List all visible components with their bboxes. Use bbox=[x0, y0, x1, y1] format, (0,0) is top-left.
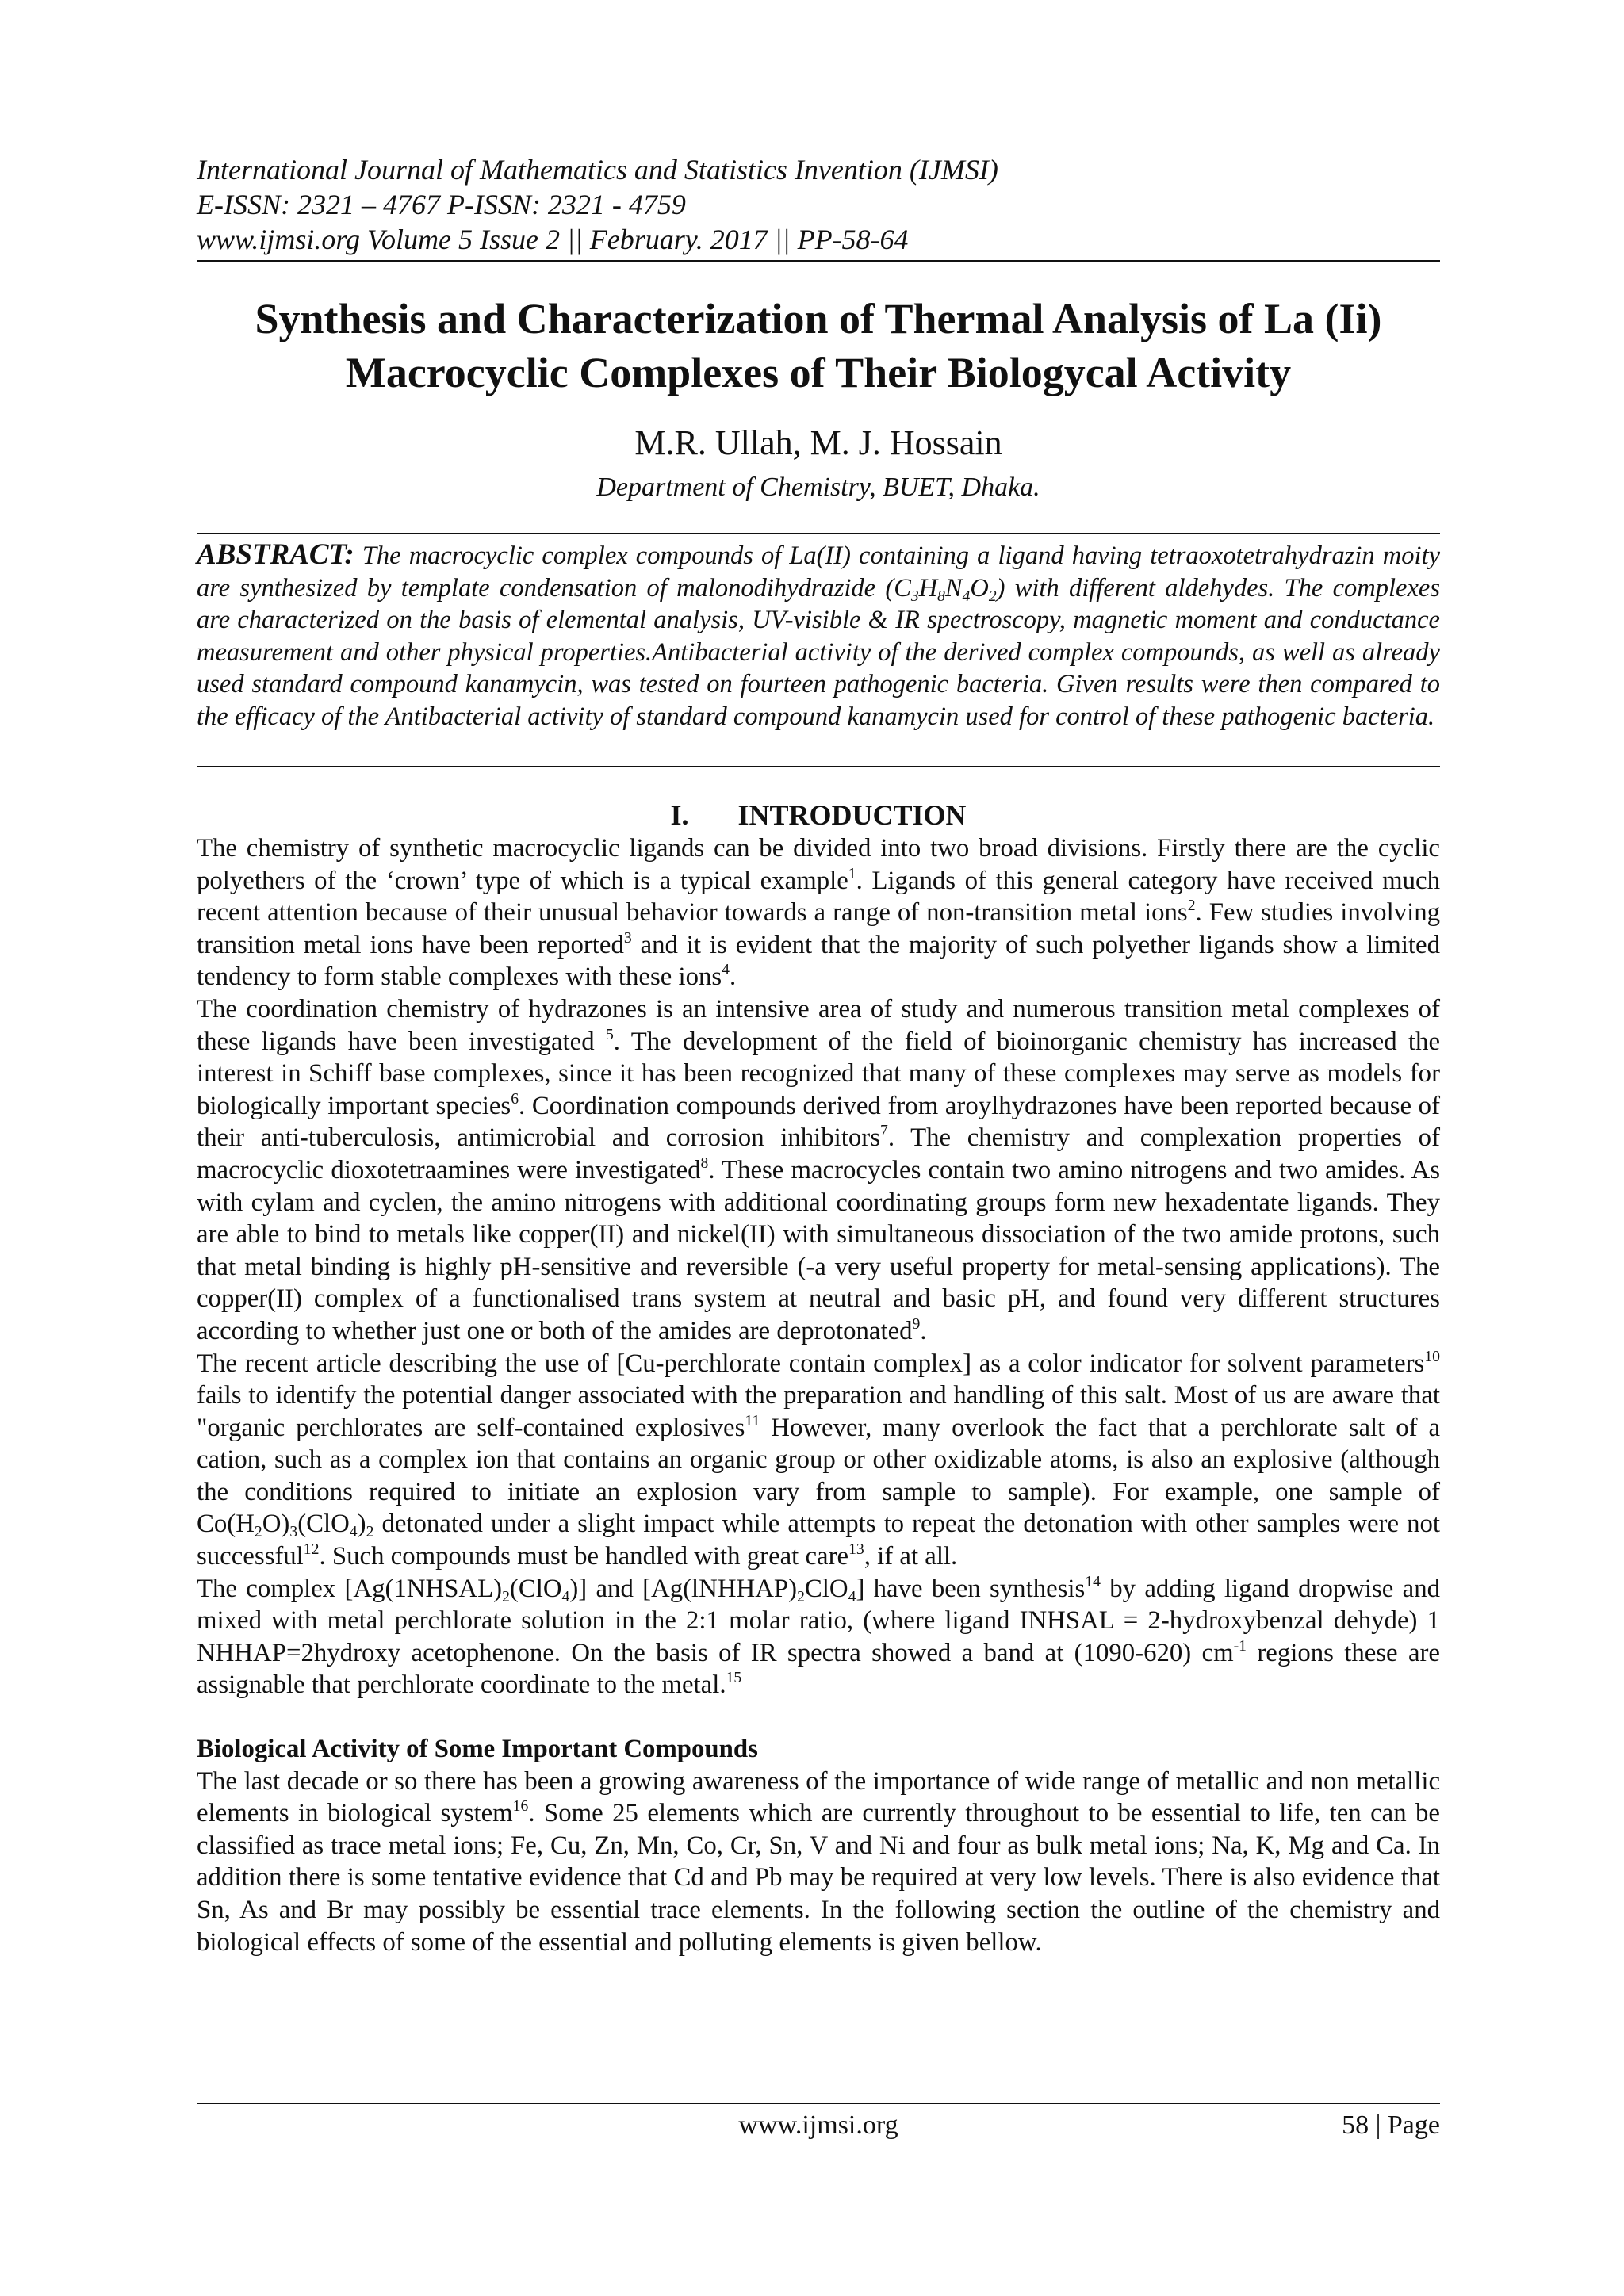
paragraph-1: The chemistry of synthetic macrocyclic ligands can be divided into two broad divisions. Firstly there are the cyclic polyethers of the ‘crown’ type of which is a typical example$^1$. Ligands of this general category have received much recent attention because of their unusual behavior towards a range of non-transition metal ions$^2$. Few studies involving transition metal ions have been reported$^3$ and it is evident that the majority of such polyether ligands show a limited tendency to form stable complexes with these ions$^4$. bbox=[197, 834, 1440, 992]
authors: M.R. Ullah, M. J. Hossain bbox=[634, 423, 1002, 462]
subsection-heading: Biological Activity of Some Important Compounds bbox=[197, 1735, 758, 1764]
paper-title bbox=[197, 292, 1440, 400]
abstract-top-rule bbox=[197, 533, 1440, 534]
journal-name: International Journal of Mathematics and Statistics Invention (IJMSI) bbox=[197, 154, 998, 186]
paragraph-2: The coordination chemistry of hydrazones is an intensive area of study and numerous transition metal complexes of these ligands have been investigated $^5$. The development of the field of bioinorganic chemistry has increased the interest in Schiff base complexes, since it has been recognized that many of these complexes may serve as models for biologically important species$^6$. Coordination compounds derived from aroylhydrazones have been reported because of their anti-tuberculosis, antimicrobial and corrosion inhibitors$^7$. The chemistry and complexation properties of macrocyclic dioxotetraamines were investigated$^8$. These macrocycles contain two amino nitrogens and two amides. As with cylam and cyclen, the amino nitrogens with additional coordinating groups form new hexadentate ligands. They are able to bind to metals like copper(II) and nickel(II) with simultaneous dissociation of the two amide protons, such that metal binding is highly pH-sensitive and reversible (-a very useful property for metal-sensing applications). The copper(II) complex of a functionalised trans system at neutral and basic pH, and found very different structures according to whether just one or both of the amides are deprotonated$^9$. bbox=[197, 994, 1440, 1345]
journal-issn: E-ISSN: 2321 – 4767 P-ISSN: 2321 - 4759 bbox=[197, 189, 686, 220]
section-gap bbox=[197, 1701, 1440, 1733]
journal-header bbox=[197, 152, 1440, 257]
paragraph-5: The last decade or so there has been a growing awareness of the importance of wide range of metallic and non metallic elements in biological system$^{16}$. Some 25 elements which are currently throughout to be essential to life, ten can be classified as trace metal ions; Fe, Cu, Zn, Mn, Co, Cr, Sn, V and Ni and four as bulk metal ions; Na, K, Mg and Ca. In addition there is some tentative evidence that Cd and Pb may be required at very low levels. There is also evidence that Sn, As and Br may possibly be essential trace elements. In the following section the outline of the chemistry and biological effects of some of the essential and polluting elements is given bellow. bbox=[197, 1766, 1440, 1957]
abstract: ABSTRACT: The macrocyclic complex compounds of La(II) containing a ligand having tetraoxotetrahydrazin moity are synthesized by template condensation of malonodihydrazide $(C_3H_8N_4O_2)$ with different aldehydes. The complexes are characterized on the basis of elemental analysis, UV-visible & IR spectroscopy, magnetic moment and conductance measurement and other physical properties.Antibacterial activity of the derived complex compounds, as well as already used standard compound kanamycin, was tested on fourteen pathogenic bacteria. Given results were then compared to the efficacy of the Antibacterial activity of standard compound kanamycin used for control of these pathogenic bacteria. bbox=[197, 538, 1440, 731]
footer-site: www.ijmsi.org bbox=[738, 2110, 898, 2140]
journal-issue: www.ijmsi.org Volume 5 Issue 2 || February. 2017 || PP-58-64 bbox=[197, 224, 909, 255]
abstract-label: ABSTRACT: bbox=[197, 538, 354, 571]
paragraph-4: The complex $[Ag(1NHSAL)_2(ClO_4)]$ and $[Ag(lNHHAP)_2ClO_4]$ have been synthesis$^{14}$ by adding ligand dropwise and mixed with metal perchlorate solution in the 2:1 molar ratio, (where ligand INHSAL = 2-hydroxybenzal dehyde) 1 NHHAP=2hydroxy acetophenone. On the basis of IR spectra showed a band at (1090-620) $cm^{-1}$ regions these are assignable that perchlorate coordinate to the metal.$^{15}$ bbox=[197, 1572, 1440, 1700]
paragraph-3: The recent article describing the use of [Cu-perchlorate contain complex] as a color indicator for solvent parameters$^{10}$ fails to identify the potential danger associated with the preparation and handling of this salt. Most of us are aware that "organic perchlorates are self-contained explosives$^{11}$ However, many overlook the fact that a perchlorate salt of a cation, such as a complex ion that contains an organic group or other oxidizable atoms, is also an explosive (although the conditions required to initiate an explosion vary from sample to sample). For example, one sample of $Co(H_2O)_3(ClO_4)_2$ detonated under a slight impact while attempts to repeat the detonation with other samples were not successful$^{12}$. Such compounds must be handled with great care$^{13}$, if at all. bbox=[197, 1347, 1440, 1571]
section-heading-introduction bbox=[197, 798, 1440, 832]
footer-rule bbox=[197, 2103, 1440, 2104]
section-title: INTRODUCTION bbox=[737, 799, 967, 831]
body-text bbox=[197, 832, 1440, 1958]
title-line-1: Synthesis and Characterization of Thermal Analysis of La (Ii) bbox=[255, 295, 1382, 342]
section-number: I. bbox=[670, 799, 689, 831]
affiliation: Department of Chemistry, BUET, Dhaka. bbox=[596, 473, 1040, 502]
page-number: 58 | Page bbox=[1342, 2110, 1440, 2140]
title-line-2: Macrocyclic Complexes of Their Biologycal Activity bbox=[345, 349, 1292, 396]
header-rule bbox=[197, 260, 1440, 262]
abstract-bottom-rule bbox=[197, 766, 1440, 767]
